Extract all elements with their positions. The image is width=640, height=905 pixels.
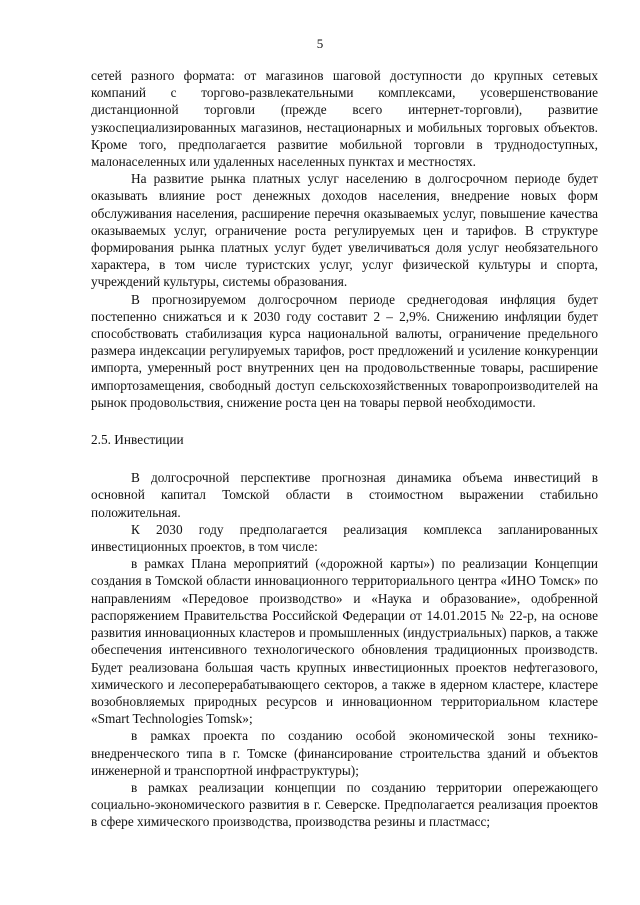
paragraph-trade-formats: сетей разного формата: от магазинов шаговой доступности до крупных сетевых компаний с торгово-развлекательными комплексами, усовершенствование дистанционной торговли (прежде всего интернет-торговли), развитие узкоспециализированных магазинов, нестационарных и мобильных торговых объектов. Кроме того, предполагается развитие мобильной торговли в труднодоступных, малонаселенных или удаленных населенных пунктах и местностях.: [91, 68, 598, 170]
paragraph-investment-projects-intro: К 2030 году предполагается реализация комплекса запланированных инвестиционных проектов, в том числе:: [91, 521, 598, 555]
section-heading: 2.5. Инвестиции: [91, 432, 184, 448]
list-item-seversk-development: в рамках реализации концепции по созданию территории опережающего социально-экономического развития в г. Северске. Предполагается реализация проектов в сфере химического производства, производства резины и пластмасс;: [91, 779, 598, 830]
paragraph-investment-dynamics: В долгосрочной перспективе прогнозная динамика объема инвестиций в основной капитал Томской области в стоимостном выражении стабильно положительная.: [91, 470, 598, 520]
list-item-ino-tomsk: в рамках Плана мероприятий («дорожной карты») по реализации Концепции создания в Томской области инновационного территориального центра «ИНО Томск» по направлениям «Передовое производство» и «Наука и образование», одобренной распоряжением Правительства Российской Федерации от 14.01.2015 № 22-р, на основе развития инновационных кластеров и промышленных (индустриальных) парков, а также обеспечения интенсивного технологического обновления традиционных производств. Будет реализована большая часть крупных инвестиционных проектов нефтегазового, химического и лесоперерабатывающего секторов, а также в ядерном кластере, кластере возобновляемых природных ресурсов и инновационном территориальном кластере «Smart Technologies Tomsk»;: [91, 556, 598, 727]
page-number: 5: [316, 36, 324, 51]
list-item-special-economic-zone: в рамках проекта по созданию особой экономической зоны технико-внедренческого типа в г. Томске (финансирование строительства зданий и объектов инженерной и транспортной инфраструктуры);: [91, 728, 598, 778]
paragraph-inflation: В прогнозируемом долгосрочном периоде среднегодовая инфляция будет постепенно снижаться и к 2030 году составит 2 – 2,9%. Снижению инфляции будет способствовать стабилизация курса национальной валюты, ограничение предельного размера индексации регулируемых тарифов, рост предложений и усиление конкуренции импорта, умеренный рост внутренних цен на продовольственные товары, расширение импортозамещения, свободный доступ сельскохозяйственных товаропроизводителей на рынок продовольствия, снижение роста цен на товары первой необходимости.: [91, 291, 598, 410]
document-body: [91, 67, 598, 831]
paragraph-paid-services: На развитие рынка платных услуг населению в долгосрочном периоде будет оказывать влияние рост денежных доходов населения, внедрение новых форм обслуживания населения, расширение перечня оказываемых услуг, повышение качества оказываемых услуг, ограничение роста регулируемых цен и тарифов. В структуре формирования рынка платных услуг будет увеличиваться доля услуг необязательного характера, в том числе туристских услуг, услуг физической культуры и спорта, учреждений культуры, системы образования.: [91, 171, 598, 290]
